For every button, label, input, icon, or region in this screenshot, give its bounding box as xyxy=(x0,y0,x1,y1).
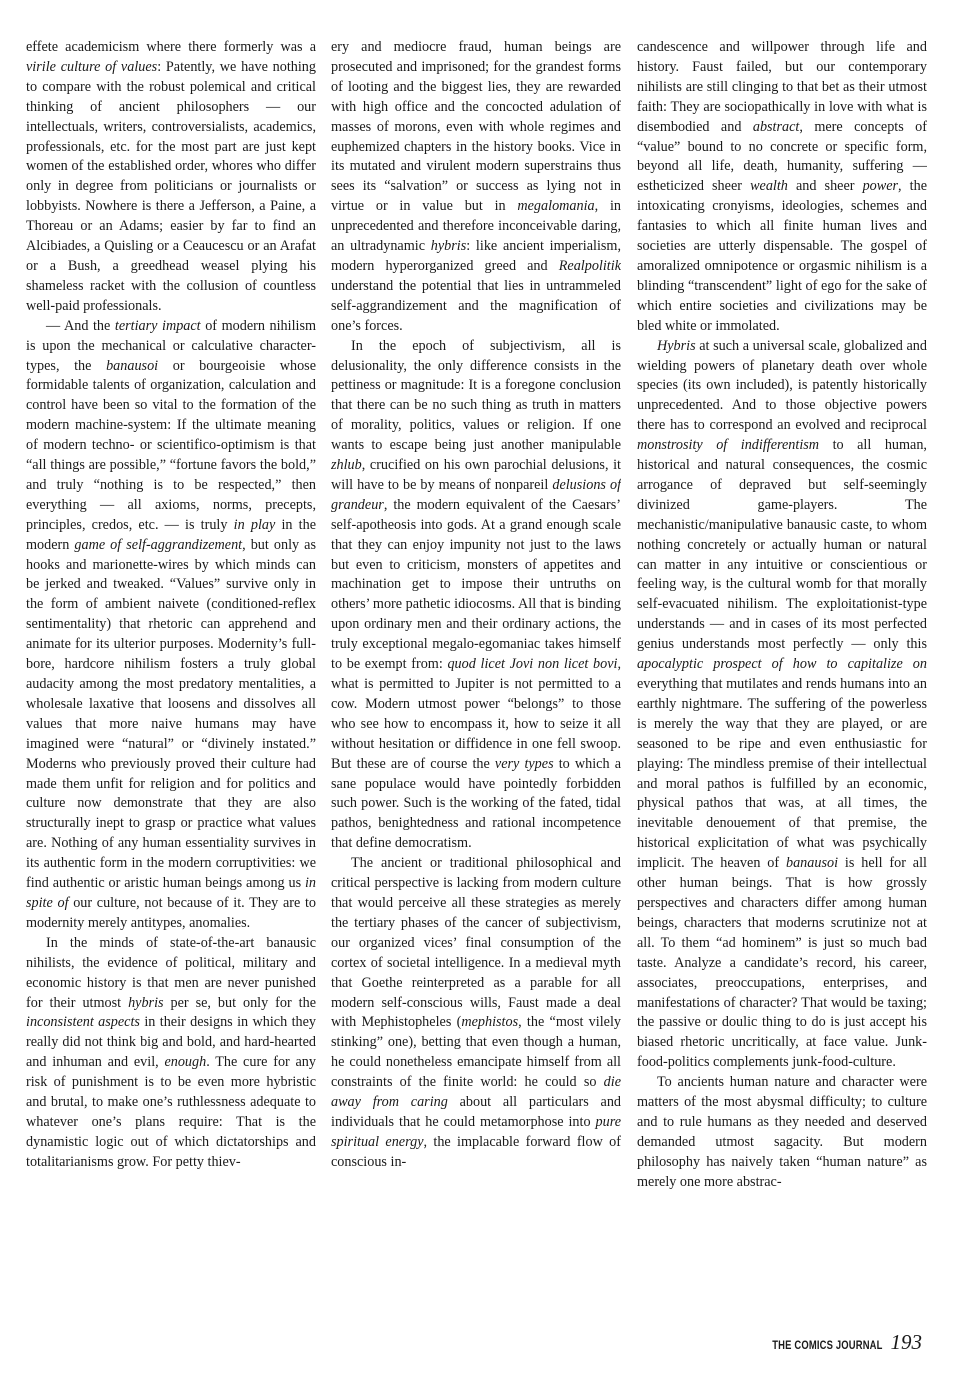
text-run: , the implacable forward flow of conscious in- xyxy=(331,1133,621,1170)
italic-text: die away from caring xyxy=(331,1074,621,1111)
italic-text: quod licet Jovi non licet bovi xyxy=(447,656,618,673)
text-run: , crucified on his own parochial delusions, it will have to be by means of nonpareil xyxy=(331,457,621,493)
italic-text: hybris xyxy=(430,238,467,255)
text-run: or bourgeoisie whose formidable talents of organization, calculation and control have been so vital to the formation of the modern machine-system: If the ultimate meaning of modern techno- or scientifico-optimism is that “all things are possible,” “fortune favors the bold,” and truly “nothing is to be respected,” then everything — all axioms, norms, precepts, principles, credos, etc. — is truly xyxy=(26,357,316,533)
text-run: about all particulars and individuals that he could metamorphose into xyxy=(331,1094,621,1130)
text-run: . The cure for any risk of punishment is to be even more hybristic and brutal, to make one’s ruthlessness adequate to whatever one’s plans require: That is the dynamistic logic out of which dictatorships and totalitarianisms grow. For petty thiev- xyxy=(26,1054,316,1170)
text-run: everything that mutilates and rends humans into an earthly nightmare. The suffering of the powerless is merely the way that they are played, or are seasoned to be ripe and even enthusiastic for playing: The mindless premise of their intellectual and moral pathos is fulfilled by an economic, physical pathos that was, at all times, the inevitable denouement of that premise, the historical explicitation of what was psychically implicit. The heaven of xyxy=(637,676,927,872)
paragraph xyxy=(637,1073,927,1192)
italic-text: pure spiritual energy xyxy=(331,1113,621,1150)
italic-text: virile culture of values xyxy=(26,58,158,75)
italic-text: delusions of grandeur xyxy=(331,476,621,513)
italic-text: enough xyxy=(164,1054,207,1071)
paragraph xyxy=(637,38,927,337)
text-run: and sheer xyxy=(787,178,863,195)
paragraph xyxy=(637,337,927,1074)
paragraph xyxy=(331,337,621,855)
italic-text: banausoi xyxy=(106,357,159,374)
text-run: in their designs in which they really did not think big and bold, and hard-hearted and inhuman and evil, xyxy=(26,1014,316,1071)
text-run: at such a universal scale, globalized and wielding powers of planetary death over whole species (its own included), is patently historically unprecedented. And to those objective powers there has to correspond an evolved and reciprocal xyxy=(637,337,927,434)
italic-text: in spite of xyxy=(26,875,316,911)
text-run: : Patently, we have nothing to compare with the robust polemical and critical thinking of ancient philosophers — our intellectuals, writers, controversialists, academics, professionals, etc. for the most part are just kept women of the established order, whores who differ only in degree from politicians or journalists or lobbyists. Nowhere is there a Jefferson, a Paine, a Thoreau or an Adams; easier by far to find an Alcibiades, a Quisling or a Ceaucescu or an Arafat or a Bush, a greedhead weasel plying his shameless racket with the collusion of countless well-paid professionals. xyxy=(26,58,316,314)
text-column-1 xyxy=(26,38,316,1288)
text-run: , the modern equivalent of the Caesars’ self-apotheosis into gods. At a grand enough scale that they can enjoy impunity not just to the laws but even to criticism, monsters of appetites and machination get to impose their untruths on others’ more pathetic idiocosms. All that is binding upon ordinary men and their ordinary actions, the truly exceptional megalo-egomaniac takes himself to be exempt from: xyxy=(331,496,621,673)
text-run: — And the xyxy=(46,317,115,334)
text-run: of modern nihilism is upon the mechanical or calculative character-types, the xyxy=(26,317,316,374)
text-run: to all human, historical and natural consequences, the cosmic arrogance of depraved but self-seemingly divinized game-players. The mechanistic/manipulative banausic caste, to whom nothing concretely or actually human or natural can matter in any intuitive or conscientious or feeling way, is the cultural womb for that morally self-evacuated nihilism. The exploitationist-type understands — and in cases of its most perfected genius understands most perfectly — only this xyxy=(637,437,927,653)
text-run: is hell for all other human beings. That is how grossly perspectives and characters differ among human beings, characters that moderns scrutinize not at all. To them “ad hominem” is just so much bad taste. Analyze a candidate’s record, his career, associates, preoccupations, enterprises, and manifestations of character? That would be taxing; the passive or doulic thing to do is just accept his biased rhetoric uncritically, at face value. Junk-food-politics complements junk-food-culture. xyxy=(637,855,927,1071)
page-number: 193 xyxy=(890,1330,922,1354)
text-run: , but only as hooks and marionette-wires by which minds can be jerked and tweaked. “Values” survive only in the form of ambient naivete (conditioned-reflex sentimentality) that rhetoric can apprehend and animate for its ulterior purposes. Modernity’s full-bore, hardcore nihilism fosters a truly global audacity among the most predatory mentalities, a wholesale laxative that loosens and dissolves all values that more naive humans may have imagined were “natural” or “divinely instated.” Moderns who previously proved their culture had made them unfit for religion and for politics and culture now demonstrate that they are also structurally inept to grasp or practice what values are. Nothing of any human essentiality survives in its authentic form in the modern corruptivities: we find authentic or aristic human beings among us xyxy=(26,536,316,892)
italic-text: Realpolitik xyxy=(558,257,621,274)
text-run: In the minds of state-of-the-art banausic nihilists, the evidence of political, military and economic history is that men are never punished for their utmost xyxy=(26,934,316,1011)
italic-text: hybris xyxy=(128,994,164,1011)
text-run: , the “most vilely stinking” one), betting that even though a human, he could nonetheless emancipate himself from all constraints of the finite world: he could so xyxy=(331,1014,621,1091)
italic-text: tertiary impact xyxy=(114,317,201,334)
text-run: , what is permitted to Jupiter is not permitted to a cow. Modern utmost power “belongs” to those who see how to encompass it, how to seize it all without hesitation or diffidence in one fell swoop. But these are of course the xyxy=(331,656,621,772)
paragraph xyxy=(26,317,316,934)
text-run: The ancient or traditional philosophical and critical perspective is lacking from modern culture that would perceive all these strategies as merely the tertiary phases of the cancer of subjectivism, our organized vices’ final consumption of the cortex of societal intelligence. In a medieval myth that Goethe reinterpreted as a parable for all modern self-conscious wills, Faust made a deal with Mephistopheles ( xyxy=(331,855,621,1031)
text-run: , mere concepts of “value” bound to no concrete or specific form, beyond all life, death, humanity, suffering — estheticized sheer xyxy=(637,118,927,195)
text-run: per se, but only for the xyxy=(163,994,316,1011)
italic-text: mephistos xyxy=(461,1014,519,1031)
paragraph xyxy=(331,854,621,1173)
italic-text: apocalyptic prospect of how to capitalize on xyxy=(637,656,927,673)
italic-text: game of self-aggrandizement xyxy=(74,536,243,553)
text-run: In the epoch of subjectivism, all is delusionality, the only difference consists in the pettiness or magnitude: It is a foregone conclusion that there can be no such thing as truth in matters of morality, politics, values or religion. If one wants to escape being just another manipulable xyxy=(331,337,621,454)
italic-text: Hybris xyxy=(657,337,696,354)
italic-text: zhlub xyxy=(331,457,362,474)
text-run: to which a sane populace would have pointedly forbidden such power. Such is the working of the fated, tidal pathos, benightedness and rational incompetence that define democratism. xyxy=(331,755,621,852)
text-run: , in unprecedented and therefore inconceivable daring, an ultradynamic xyxy=(331,198,621,255)
italic-text: wealth xyxy=(750,178,788,195)
journal-name: THE COMICS JOURNAL xyxy=(772,1340,883,1352)
page-footer xyxy=(748,1330,922,1355)
text-run: effete academicism where there formerly was a xyxy=(26,39,316,55)
italic-text: megalomania xyxy=(517,198,595,215)
text-run: in the modern xyxy=(26,516,316,553)
paragraph xyxy=(26,934,316,1173)
text-run: : like ancient imperialism, modern hyperorganized greed and xyxy=(331,238,621,274)
paragraph xyxy=(331,38,621,337)
text-run: , the intoxicating cronyisms, ideologies, schemes and fantasies to which all finite human lives and societies are utterly dispensable. The gospel of amoralized omnipotence or orgasmic nihilism is a blinding “transcendent” light of ego for the sake of which entire societies and civilizations may be bled white or immolated. xyxy=(637,178,927,334)
text-run: understand the potential that lies in untrammeled self-aggrandizement and the magnification of one’s forces. xyxy=(331,277,621,334)
italic-text: power xyxy=(862,178,899,195)
italic-text: monstrosity of indifferentism xyxy=(637,437,820,454)
paragraph xyxy=(26,38,316,317)
text-column-2 xyxy=(331,38,621,1288)
text-run: ery and mediocre fraud, human beings are prosecuted and imprisoned; for the grandest forms of looting and the biggest lies, they are rewarded with high office and the concocted adulation of masses of morons, even with whole regimes and euphemized chapters in the history books. Vice in its mutated and virulent modern superstrains thus sees its “salvation” or success as lying not in virtue or in value but in xyxy=(331,39,621,215)
text-run: candescence and willpower through life and history. Faust failed, but our contemporary nihilists are still clinging to that bet as their utmost faith: They are sociopathically in love with what is disembodied and xyxy=(637,39,927,135)
italic-text: inconsistent aspects xyxy=(26,1014,140,1031)
italic-text: abstract xyxy=(752,118,800,135)
italic-text: banausoi xyxy=(785,855,839,872)
italic-text: very types xyxy=(494,755,554,772)
italic-text: in play xyxy=(233,516,276,533)
text-run: To ancients human nature and character were matters of the most abysmal difficulty; to culture and to rule humans as they needed and deserved demanded utmost sagacity. But modern philosophy has naively taken “human nature” as merely one more abstrac- xyxy=(637,1074,927,1190)
text-run: our culture, not because of it. They are to modernity merely antitypes, anomalies. xyxy=(26,894,316,931)
text-column-3 xyxy=(637,38,927,1288)
